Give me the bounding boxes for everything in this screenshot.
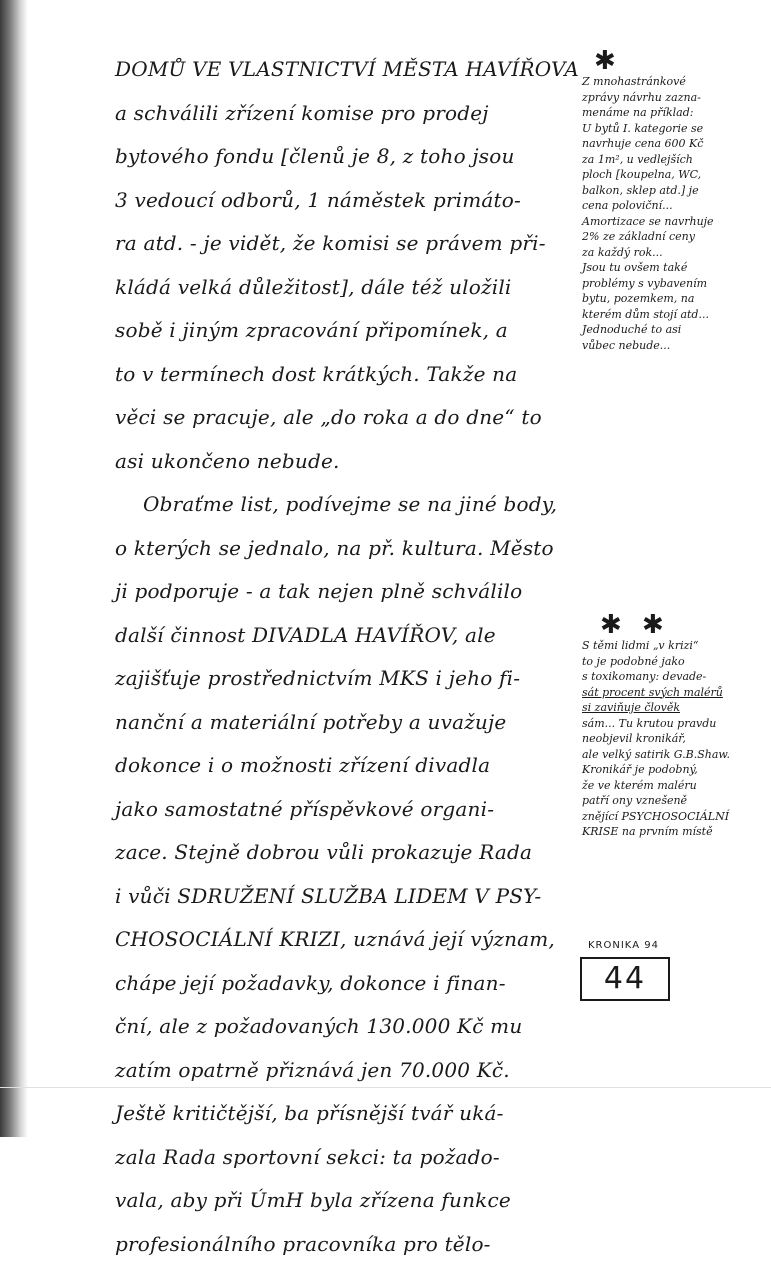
- note-line: s toxikomany: devade-: [582, 669, 771, 685]
- main-line: ra atd. - je vidět, že komisi se právem při-: [115, 222, 570, 266]
- note-line: ale velký satirik G.B.Shaw.: [582, 747, 771, 763]
- margin-note-1: [582, 48, 767, 353]
- main-line: vala, aby při ÚmH byla zřízena funkce: [115, 1179, 570, 1223]
- note-line: Jsou tu ovšem také: [582, 260, 767, 276]
- note-line: znějící PSYCHOSOCIÁLNÍ: [582, 809, 771, 825]
- note-line: ploch [koupelna, WC,: [582, 167, 767, 183]
- note-line: za 1m², u vedlejších: [582, 152, 767, 168]
- main-line: zajišťuje prostřednictvím MKS i jeho fi-: [115, 657, 570, 701]
- note-line: že ve kterém maléru: [582, 778, 771, 794]
- main-line: sobě i jiným zpracování připomínek, a: [115, 309, 570, 353]
- main-line: CHOSOCIÁLNÍ KRIZI, uznává její význam,: [115, 918, 570, 962]
- main-line: profesionálního pracovníka pro tělo-: [115, 1223, 570, 1266]
- note-line: neobjevil kronikář,: [582, 731, 771, 747]
- double-asterisk-marker: ✱ ✱: [600, 612, 771, 638]
- page-number: 44: [580, 957, 670, 1001]
- note-line: navrhuje cena 600 Kč: [582, 136, 767, 152]
- note-line: za každý rok...: [582, 245, 767, 261]
- main-line: o kterých se jednalo, na př. kultura. Město: [115, 527, 570, 571]
- main-line: další činnost DIVADLA HAVÍŘOV, ale: [115, 614, 570, 658]
- note-line: Jednoduché to asi: [582, 322, 767, 338]
- main-line: i vůči SDRUŽENÍ SLUŽBA LIDEM V PSY-: [115, 875, 570, 919]
- chronicle-label: KRONIKA 94: [588, 940, 659, 951]
- main-text-column: [115, 48, 570, 1266]
- note-line: 2% ze základní ceny: [582, 229, 767, 245]
- note-line: U bytů I. kategorie se: [582, 121, 767, 137]
- note-line: cena poloviční...: [582, 198, 767, 214]
- main-line: asi ukončeno nebude.: [115, 440, 570, 484]
- main-line: Ještě kritičtější, ba přísnější tvář uká-: [115, 1092, 570, 1136]
- main-line: a schválili zřízení komise pro prodej: [115, 92, 570, 136]
- note-line: vůbec nebude...: [582, 338, 767, 354]
- note-line: si zaviňuje člověk: [582, 700, 771, 716]
- note-line: Z mnohastránkové: [582, 74, 767, 90]
- note-line: KRISE na prvním místě: [582, 824, 771, 840]
- main-line: chápe její požadavky, dokonce i finan-: [115, 962, 570, 1006]
- scan-edge-line: [0, 1087, 771, 1088]
- note-line: zprávy návrhu zazna-: [582, 90, 767, 106]
- note-line: kterém dům stojí atd...: [582, 307, 767, 323]
- note-line: S těmi lidmi „v krizi“: [582, 638, 771, 654]
- note-line: patří ony vznešeně: [582, 793, 771, 809]
- main-line: dokonce i o možnosti zřízení divadla: [115, 744, 570, 788]
- main-line: jako samostatné příspěvkové organi-: [115, 788, 570, 832]
- main-line: bytového fondu [členů je 8, z toho jsou: [115, 135, 570, 179]
- main-line: nanční a materiální potřeby a uvažuje: [115, 701, 570, 745]
- main-line: zace. Stejně dobrou vůli prokazuje Rada: [115, 831, 570, 875]
- note-line: sám... Tu krutou pravdu: [582, 716, 771, 732]
- note-line: bytu, pozemkem, na: [582, 291, 767, 307]
- note-line: sát procent svých malérů: [582, 685, 771, 701]
- main-line: zatím opatrně přiznává jen 70.000 Kč.: [115, 1049, 570, 1093]
- main-line: zala Rada sportovní sekci: ta požado-: [115, 1136, 570, 1180]
- note-line: balkon, sklep atd.] je: [582, 183, 767, 199]
- margin-note-2: [582, 612, 771, 840]
- note-line: Kronikář je podobný,: [582, 762, 771, 778]
- note-line: Amortizace se navrhuje: [582, 214, 767, 230]
- main-line: DOMŮ VE VLASTNICTVÍ MĚSTA HAVÍŘOVA: [115, 48, 570, 92]
- asterisk-marker: ✱: [594, 48, 767, 74]
- main-line: věci se pracuje, ale „do roka a do dne“ to: [115, 396, 570, 440]
- note-line: to je podobné jako: [582, 654, 771, 670]
- note-line: problémy s vybavením: [582, 276, 767, 292]
- main-line: 3 vedoucí odborů, 1 náměstek primáto-: [115, 179, 570, 223]
- main-line: Obraťme list, podívejme se na jiné body,: [115, 483, 570, 527]
- main-line: ji podporuje - a tak nejen plně schválilo: [115, 570, 570, 614]
- main-line: ční, ale z požadovaných 130.000 Kč mu: [115, 1005, 570, 1049]
- main-line: to v termínech dost krátkých. Takže na: [115, 353, 570, 397]
- note-line: menáme na příklad:: [582, 105, 767, 121]
- main-line: kládá velká důležitost], dále též uložili: [115, 266, 570, 310]
